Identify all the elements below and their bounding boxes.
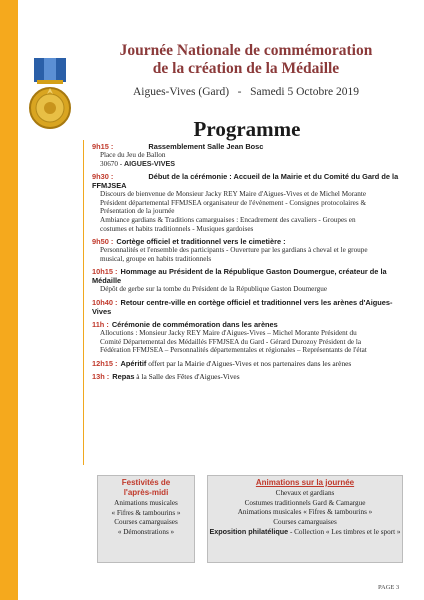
program-heading: Programme <box>193 117 301 141</box>
expo-label: Exposition philatélique <box>209 527 289 537</box>
event-line: Allocutions : Monsieur Jacky REY Maire d'Aigues-Vives – Michel Morante Président du <box>100 328 357 337</box>
page-number: PAGE 3 <box>378 584 400 591</box>
document-title-line-2: de la création de la Médaille <box>152 60 340 77</box>
box-title-line-1: Festivités de <box>121 478 171 487</box>
event-time: 12h15 : <box>92 358 118 368</box>
event-line: Comité Départemental des Médaillés FFMJSEA du Gard - Gérard Durozoy Président de la <box>100 337 362 346</box>
event-city: AIGUES-VIVES <box>123 158 176 168</box>
event-line: Discours de bienvenue de Monsieur Jacky REY Maire d'Aigues-Vives et de Michel Morante <box>100 190 367 199</box>
event-title: Début de la cérémonie : Accueil de la Mairie et du Comité du Gard de la FFMJSEA <box>92 172 399 191</box>
event-description: à la Salle des Fêtes d'Aigues-Vives <box>134 371 240 381</box>
box-item: Chevaux et gardians <box>275 489 335 497</box>
box-item: Courses camarguaises <box>273 517 337 526</box>
event-time: 11h : <box>92 319 109 329</box>
vertical-divider <box>83 140 84 465</box>
expo-description: - Collection « Les timbres et le sport » <box>288 528 401 537</box>
event-item-0950 <box>92 237 410 263</box>
event-title: Repas <box>112 371 135 381</box>
box-title-text: Animations sur la journée <box>255 478 355 487</box>
event-title: Cérémonie de commémoration dans les arènes <box>111 319 278 329</box>
box-item: Courses camarguaises <box>114 518 178 527</box>
event-time: 13h : <box>92 371 110 381</box>
event-list <box>92 142 410 385</box>
afternoon-festivities-box <box>97 475 195 563</box>
event-description: offert par la Mairie d'Aigues-Vives et nos partenaires dans les arènes <box>146 358 352 368</box>
event-title: Cortège officiel et traditionnel vers le cimetière <box>116 237 282 247</box>
box-item: « Fifres & tambourins » <box>111 508 181 517</box>
event-line: costumes et habits traditionnels - Musiques gardoises <box>100 224 254 233</box>
event-address <box>100 160 410 169</box>
document-subtitle: Aigues-Vives (Gard) - Samedi 5 Octobre 2019 <box>132 86 360 98</box>
document-header <box>96 42 396 98</box>
event-title: Retour centre-ville en cortège officiel et traditionnel vers les arènes d'Aigues-Vives <box>92 297 393 316</box>
event-item-0915 <box>92 142 410 168</box>
event-title-suffix: : <box>281 237 286 247</box>
event-line: Dépôt de gerbe sur la tombe du Président de la République Gaston Doumergue <box>100 285 328 294</box>
orange-sidebar <box>0 0 18 600</box>
box-item: Costumes traditionnels Gard & Camargue <box>244 498 366 507</box>
event-item-1040 <box>92 298 410 316</box>
box-item-expo <box>208 527 402 538</box>
box-item: « Démonstrations » <box>117 527 175 536</box>
event-time: 9h15 : <box>92 142 114 151</box>
event-title: Rassemblement Salle Jean Bosc <box>148 142 264 151</box>
event-time: 9h50 : <box>92 237 114 247</box>
box-item: Animations musicales « Fifres & tambourins » <box>237 508 373 517</box>
event-time: 9h30 : <box>92 172 114 182</box>
event-item-1215 <box>92 359 410 368</box>
event-line: Personnalités et l'ensemble des participants - Ouverture par les gardians à cheval et le groupe <box>100 246 368 255</box>
event-line: Présentation de la journée <box>100 207 175 216</box>
event-item-1300 <box>92 372 410 381</box>
box-title <box>208 478 402 488</box>
box-item: Animations musicales <box>114 499 178 507</box>
box-title <box>98 478 194 498</box>
medal-icon <box>24 58 76 132</box>
event-item-0930 <box>92 172 410 233</box>
event-title: Hommage au Président de la République Gaston Doumergue, créateur de la Médaille <box>92 267 387 286</box>
event-line: Président départemental FFMJSEA organisateur de l'évènement - Consignes protocolaires & <box>100 198 367 207</box>
document-title-line-1: Journée Nationale de commémoration <box>119 42 373 59</box>
event-line: musical, groupe en habits traditionnels <box>100 254 212 263</box>
day-animations-box <box>207 475 403 563</box>
event-line: Place du Jeu de Ballon <box>100 151 166 159</box>
event-postcode: 30670 - <box>100 159 124 168</box>
event-item-1100 <box>92 320 410 355</box>
box-title-line-2: l'après-midi <box>123 488 169 497</box>
event-item-1015 <box>92 267 410 294</box>
event-time: 10h15 : <box>92 267 118 277</box>
event-title: Apéritif <box>120 358 147 368</box>
event-line: Fédération FFMJSEA – Personnalités départementales et régionales – Représentants de l'état <box>100 346 367 355</box>
event-time: 10h40 : <box>92 297 118 307</box>
event-line: Ambiance gardians & Traditions camarguaises : Encadrement des cavaliers - Groupes en <box>100 215 356 224</box>
